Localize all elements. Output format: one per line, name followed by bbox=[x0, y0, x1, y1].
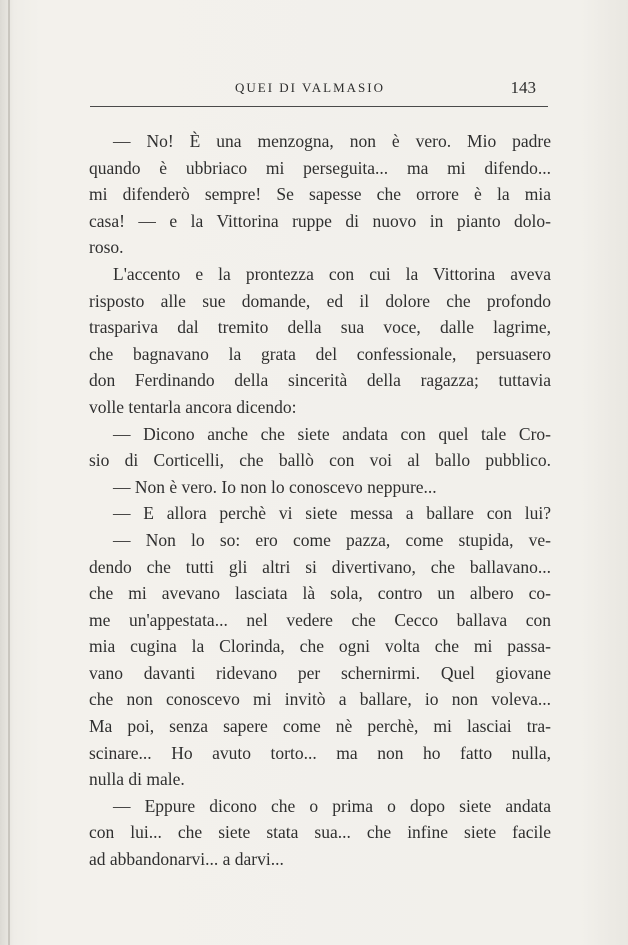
text-line: L'accento e la prontezza con cui la Vittorina aveva bbox=[113, 263, 551, 284]
text-line: vano davanti ridevano per schernirmi. Quel giovane bbox=[89, 662, 551, 683]
text-line: — Non lo so: ero come pazza, come stupida, ve- bbox=[113, 529, 551, 550]
text-line: nulla di male. bbox=[89, 769, 185, 790]
page-edge bbox=[8, 0, 10, 945]
body-text bbox=[89, 128, 551, 873]
text-line: mi difenderò sempre! Se sapesse che orrore è la mia bbox=[89, 184, 551, 205]
text-line: Ma poi, senza sapere come nè perchè, mi lasciai tra- bbox=[89, 716, 551, 737]
text-line: traspariva dal tremito della sua voce, dalle lagrime, bbox=[89, 317, 551, 338]
text-line: me un'appestata... nel vedere che Cecco ballava con bbox=[89, 609, 551, 630]
running-title: QUEI DI VALMASIO bbox=[235, 80, 385, 95]
text-line: quando è ubbriaco mi perseguita... ma mi difendo... bbox=[89, 157, 551, 178]
text-line: mia cugina la Clorinda, che ogni volta che mi passa- bbox=[89, 636, 551, 657]
text-line: volle tentarla ancora dicendo: bbox=[89, 396, 297, 417]
text-line: che bagnavano la grata del confessionale, persuasero bbox=[89, 343, 551, 364]
text-line: roso. bbox=[89, 237, 124, 258]
text-line: — No! È una menzogna, non è vero. Mio padre bbox=[113, 131, 551, 151]
text-line: casa! — e la Vittorina ruppe di nuovo in pianto dolo- bbox=[89, 210, 551, 231]
text-line: dendo che tutti gli altri si divertivano, che ballavano... bbox=[89, 556, 551, 577]
page-header bbox=[90, 78, 550, 102]
text-line: don Ferdinando della sincerità della ragazza; tuttavia bbox=[89, 370, 551, 391]
text-line: — Dicono anche che siete andata con quel tale Cro- bbox=[113, 423, 551, 444]
text-line: risposto alle sue domande, ed il dolore che profondo bbox=[89, 290, 551, 311]
text-line: con lui... che siete stata sua... che infine siete facile bbox=[89, 822, 551, 843]
text-line: che mi avevano lasciata là sola, contro un albero co- bbox=[89, 583, 551, 604]
text-line: ad abbandonarvi... a darvi... bbox=[89, 849, 284, 870]
page-number: 143 bbox=[510, 78, 536, 97]
header-rule bbox=[90, 106, 548, 107]
text-line: — Eppure dicono che o prima o dopo siete andata bbox=[113, 795, 551, 816]
text-line: scinare... Ho avuto torto... ma non ho fatto nulla, bbox=[89, 742, 551, 763]
text-line: sio di Corticelli, che ballò con voi al ballo pubblico. bbox=[89, 450, 551, 471]
text-line: — Non è vero. Io non lo conoscevo neppure... bbox=[113, 476, 437, 497]
text-line: — E allora perchè vi siete messa a ballare con lui? bbox=[113, 503, 551, 524]
text-line: che non conoscevo mi invitò a ballare, io non voleva... bbox=[89, 689, 551, 710]
